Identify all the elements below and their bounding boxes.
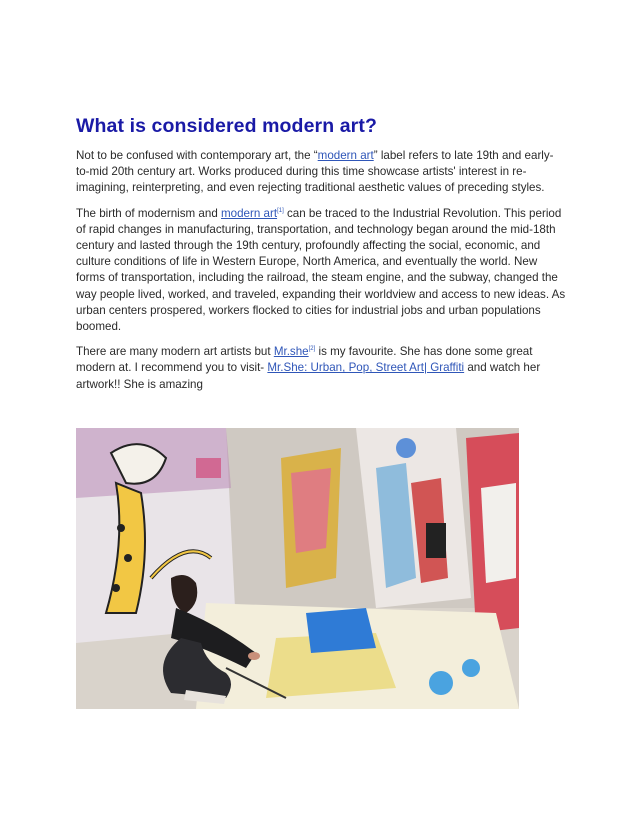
- mr-she-link[interactable]: Mr.she: [273, 345, 309, 359]
- modern-art-link[interactable]: modern art: [221, 206, 278, 220]
- footnote-ref[interactable]: [2]: [308, 346, 316, 353]
- paragraph-text: Not to be confused with contemporary art, the “: [76, 149, 318, 162]
- paragraph-text: The birth of modernism and: [76, 206, 221, 220]
- paragraph-text: can be traced to the Industrial Revolution. This period of rapid changes in manufacturing, transportation, and technology began around the mid-18th century and lasted through the 19th century, profoundly affecting the social, economic, and culture conditions of life in Western Europe, North America, and eventually the world. New forms of transportation, including the railroad, the steam engine, and the subway, changed the way people lived, worked, and traveled, expanding their worldview and access to new ideas. As urban centers prospered, workers flocked to cities for industrial jobs and urban populations boomed.: [76, 206, 566, 334]
- page-title: What is considered modern art?: [76, 115, 377, 137]
- paragraph-text: and watch her artwork!! She is amazing: [76, 361, 541, 391]
- paragraph-text: There are many modern art artists but: [76, 345, 274, 359]
- paragraph-text: ” label refers to late 19th and early-to-mid 20th century art. Works produced during this time showcase artists' interest in re-imagining, reinterpreting, and even rejecting traditional aesthetic values of preceding styles.: [76, 149, 554, 195]
- artist-photo: [76, 428, 519, 709]
- modern-art-link[interactable]: modern art: [317, 149, 374, 162]
- paragraph-text: is my favourite. She has done some great modern at. I recommend you to visit-: [76, 345, 533, 375]
- footnote-ref[interactable]: [1]: [277, 207, 284, 214]
- paragraph-history: [76, 206, 566, 336]
- paragraph-artist: [76, 344, 566, 393]
- document-body: [76, 115, 566, 402]
- paragraph-intro: [76, 148, 566, 197]
- mr-she-website-link[interactable]: Mr.She: Urban, Pop, Street Art| Graffiti: [267, 361, 465, 375]
